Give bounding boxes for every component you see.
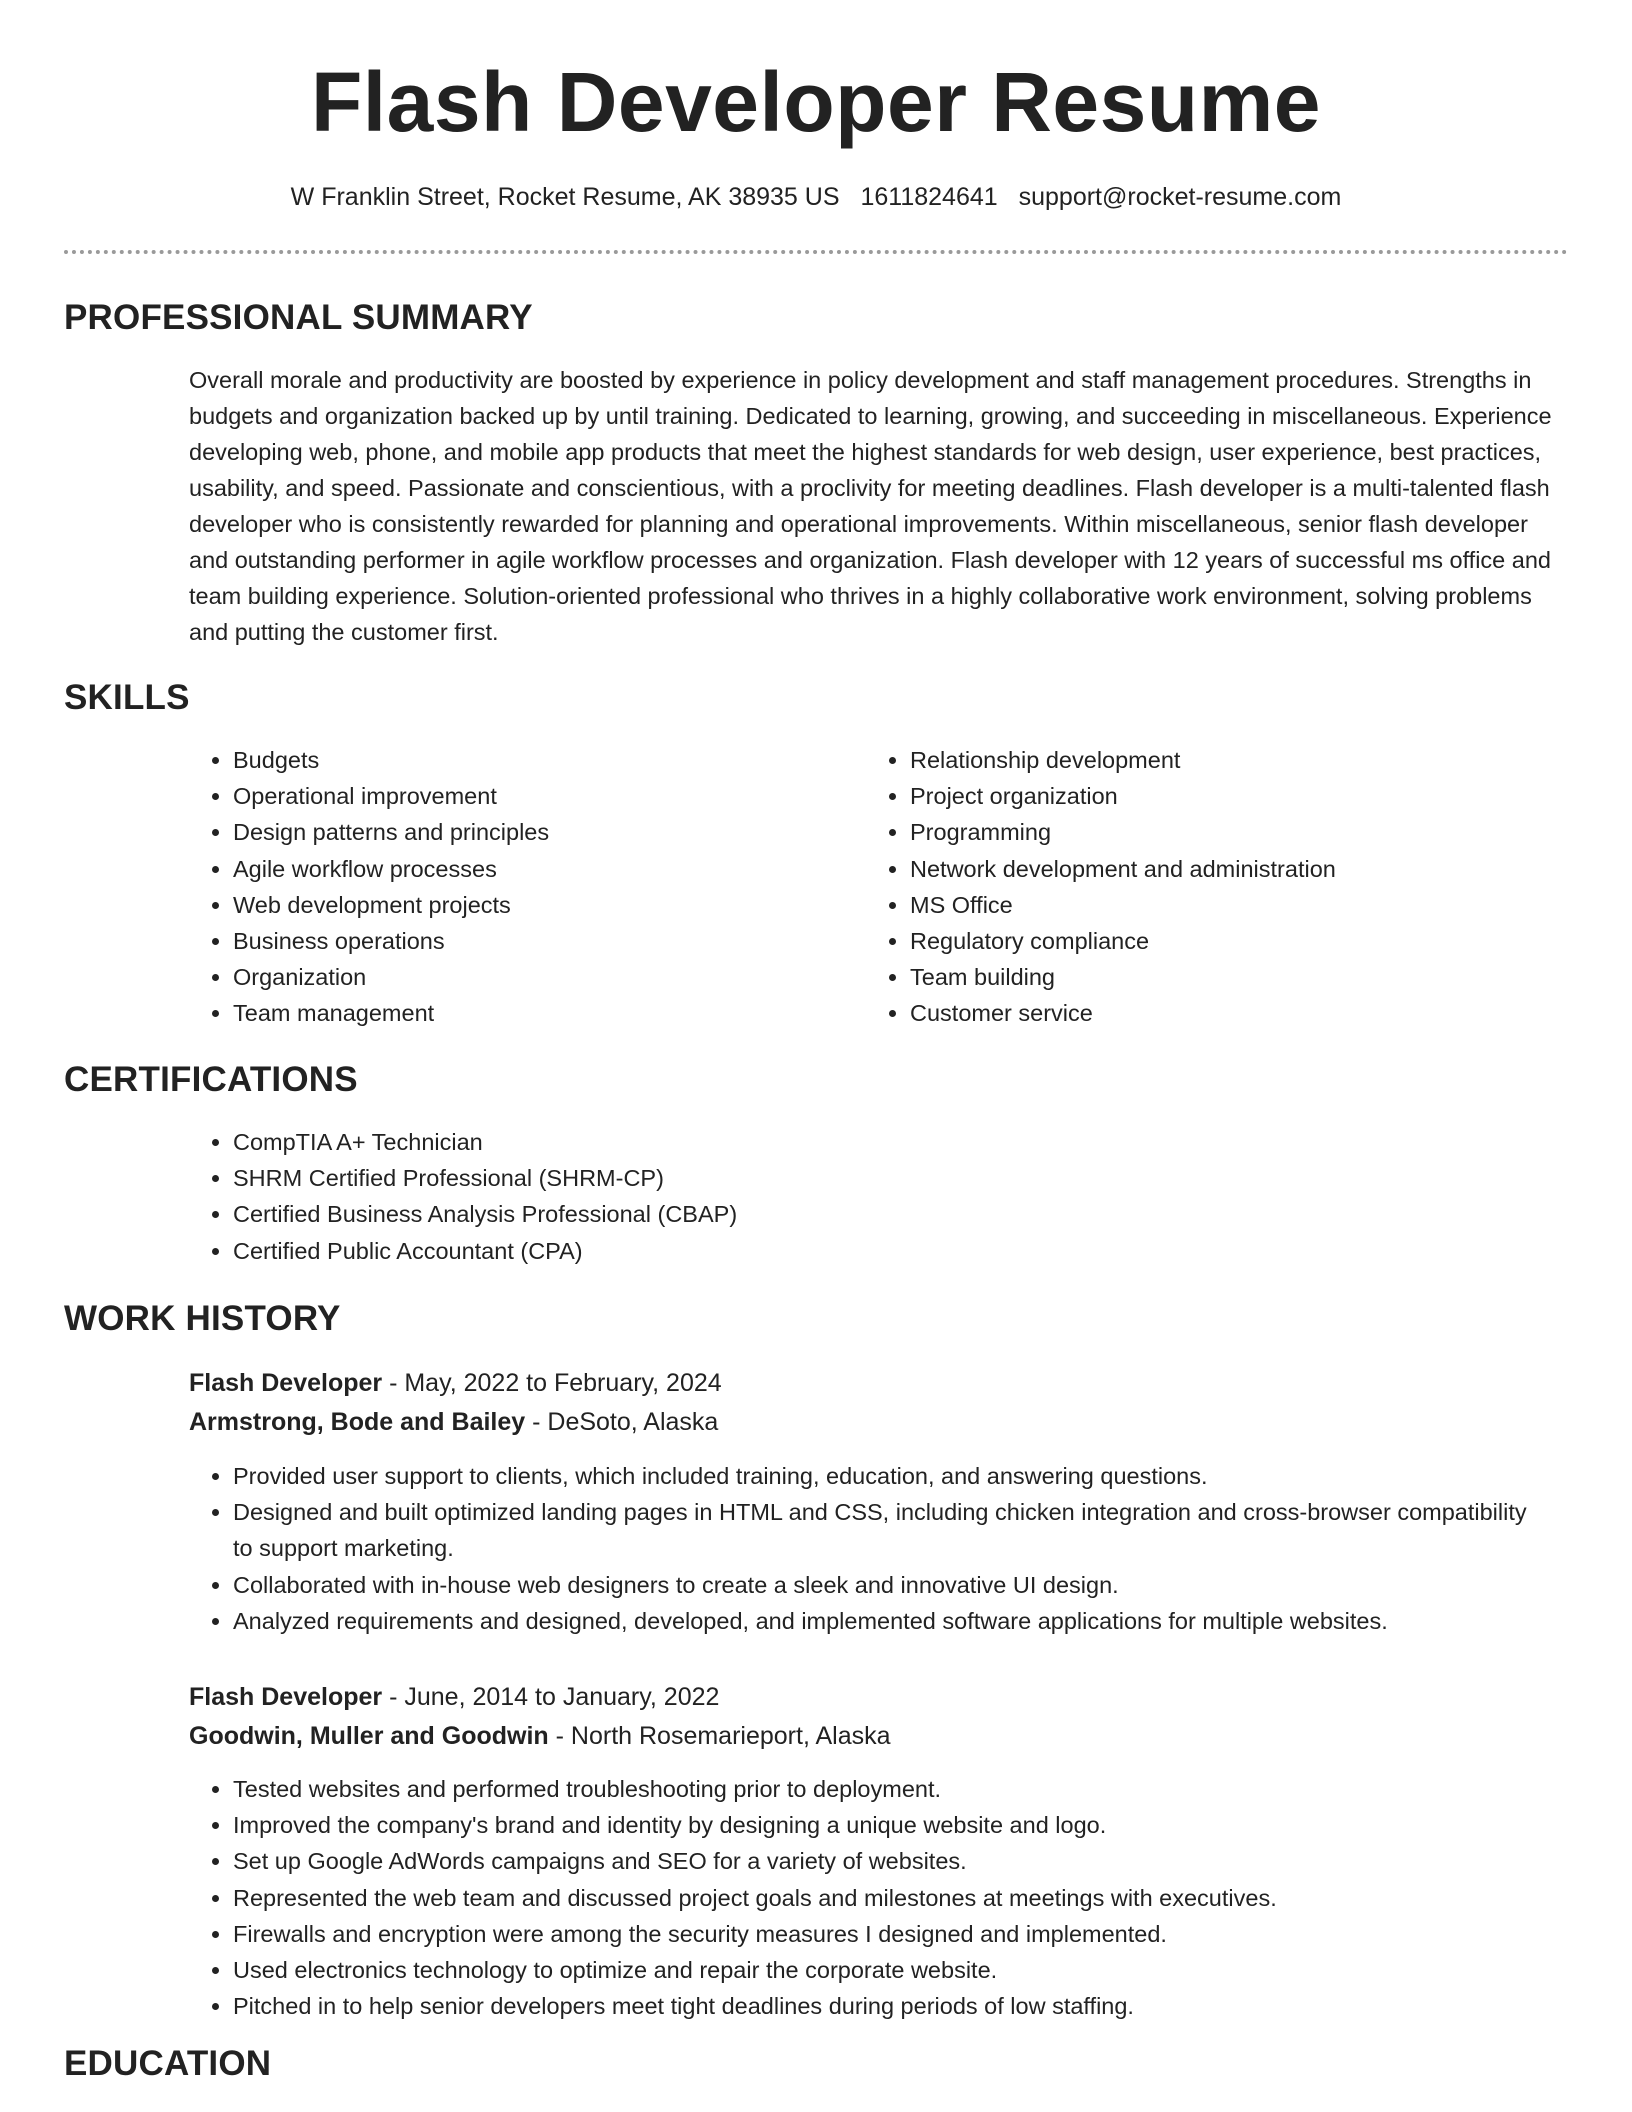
skills-list-right — [866, 742, 1560, 1032]
section-title-certifications: CERTIFICATIONS — [64, 1060, 358, 1099]
list-item: • SHRM Certified Professional (SHRM-CP) — [233, 1160, 1533, 1196]
job-company-line — [189, 1403, 718, 1441]
list-item: • Represented the web team and discussed project goals and milestones at meetings with executives. — [233, 1880, 1553, 1916]
list-item: • Tested websites and performed troubleshooting prior to deployment. — [233, 1771, 1553, 1807]
contact-address: W Franklin Street, Rocket Resume, AK 38935 US — [290, 183, 840, 211]
list-item: • Analyzed requirements and designed, developed, and implemented software applications for multiple websites. — [233, 1603, 1533, 1639]
certifications-list — [189, 1124, 1533, 1269]
list-item: • Relationship development — [910, 742, 1560, 778]
list-item: • Provided user support to clients, which included training, education, and answering questions. — [233, 1458, 1533, 1494]
job-bullets — [189, 1458, 1533, 1639]
job-dates: - May, 2022 to February, 2024 — [382, 1369, 722, 1397]
list-item: • Improved the company's brand and identity by designing a unique website and logo. — [233, 1807, 1553, 1843]
section-title-summary: PROFESSIONAL SUMMARY — [64, 298, 533, 337]
job-location: - North Rosemarieport, Alaska — [548, 1722, 891, 1750]
list-item: • Team building — [910, 959, 1560, 995]
section-title-skills: SKILLS — [64, 678, 190, 717]
header-divider — [64, 250, 1568, 254]
list-item: • Used electronics technology to optimize and repair the corporate website. — [233, 1952, 1553, 1988]
list-item: • Operational improvement — [233, 778, 833, 814]
job-bullets — [189, 1771, 1553, 2024]
list-item: • Collaborated with in-house web designers to create a sleek and innovative UI design. — [233, 1567, 1533, 1603]
section-title-education: EDUCATION — [64, 2044, 272, 2083]
list-item: • Certified Public Accountant (CPA) — [233, 1233, 1533, 1269]
job-company-line — [189, 1717, 891, 1755]
list-item: • Network development and administration — [910, 851, 1560, 887]
list-item: • MS Office — [910, 887, 1560, 923]
list-item: • Design patterns and principles — [233, 814, 833, 850]
job-title: Flash Developer — [189, 1683, 383, 1711]
list-item: • Programming — [910, 814, 1560, 850]
list-item: • Pitched in to help senior developers meet tight deadlines during periods of low staffing. — [233, 1988, 1553, 2024]
job-dates: - June, 2014 to January, 2022 — [382, 1683, 720, 1711]
job-title-line — [189, 1364, 722, 1402]
list-item: • Business operations — [233, 923, 833, 959]
list-item: • Budgets — [233, 742, 833, 778]
job-title-line — [189, 1678, 719, 1716]
summary-text: Overall morale and productivity are boosted by experience in policy development and staff management procedures. Strengths in budgets and organization backed up by until training. Dedicated to learning, growing, and succeeding in miscellaneous. Experience developing web, phone, and mobile app products that meet the highest standards for web design, user experience, best practices, usability, and speed. Passionate and conscientious, with a proclivity for meeting deadlines. Flash developer is a multi-talented flash developer who is consistently rewarded for planning and operational improvements. Within miscellaneous, senior flash developer and outstanding performer in agile workflow processes and organization. Flash developer with 12 years of successful ms office and team building experience. Solution-oriented professional who thrives in a highly collaborative work environment, solving problems and putting the customer first. — [189, 367, 1552, 645]
page-title: Flash Developer Resume — [310, 55, 1322, 149]
list-item: • Set up Google AdWords campaigns and SEO for a variety of websites. — [233, 1843, 1553, 1879]
list-item: • CompTIA A+ Technician — [233, 1124, 1533, 1160]
list-item: • Web development projects — [233, 887, 833, 923]
section-title-work-history: WORK HISTORY — [64, 1299, 341, 1338]
list-item: • Organization — [233, 959, 833, 995]
list-item: • Team management — [233, 995, 833, 1031]
list-item: • Designed and built optimized landing pages in HTML and CSS, including chicken integration and cross-browser compatibility to support marketing. — [233, 1494, 1533, 1566]
list-item: • Firewalls and encryption were among the security measures I designed and implemented. — [233, 1916, 1553, 1952]
job-title: Flash Developer — [189, 1369, 383, 1397]
list-item: • Agile workflow processes — [233, 851, 833, 887]
list-item: • Certified Business Analysis Professional (CBAP) — [233, 1196, 1533, 1232]
list-item: • Customer service — [910, 995, 1560, 1031]
contact-phone: 1611824641 — [860, 183, 998, 211]
job-location: - DeSoto, Alaska — [525, 1408, 719, 1436]
contact-email: support@rocket-resume.com — [1018, 183, 1342, 211]
skills-list-left — [189, 742, 833, 1032]
list-item: • Regulatory compliance — [910, 923, 1560, 959]
contact-line — [0, 180, 1632, 214]
list-item: • Project organization — [910, 778, 1560, 814]
job-company: Goodwin, Muller and Goodwin — [189, 1722, 549, 1750]
job-company: Armstrong, Bode and Bailey — [189, 1408, 526, 1436]
